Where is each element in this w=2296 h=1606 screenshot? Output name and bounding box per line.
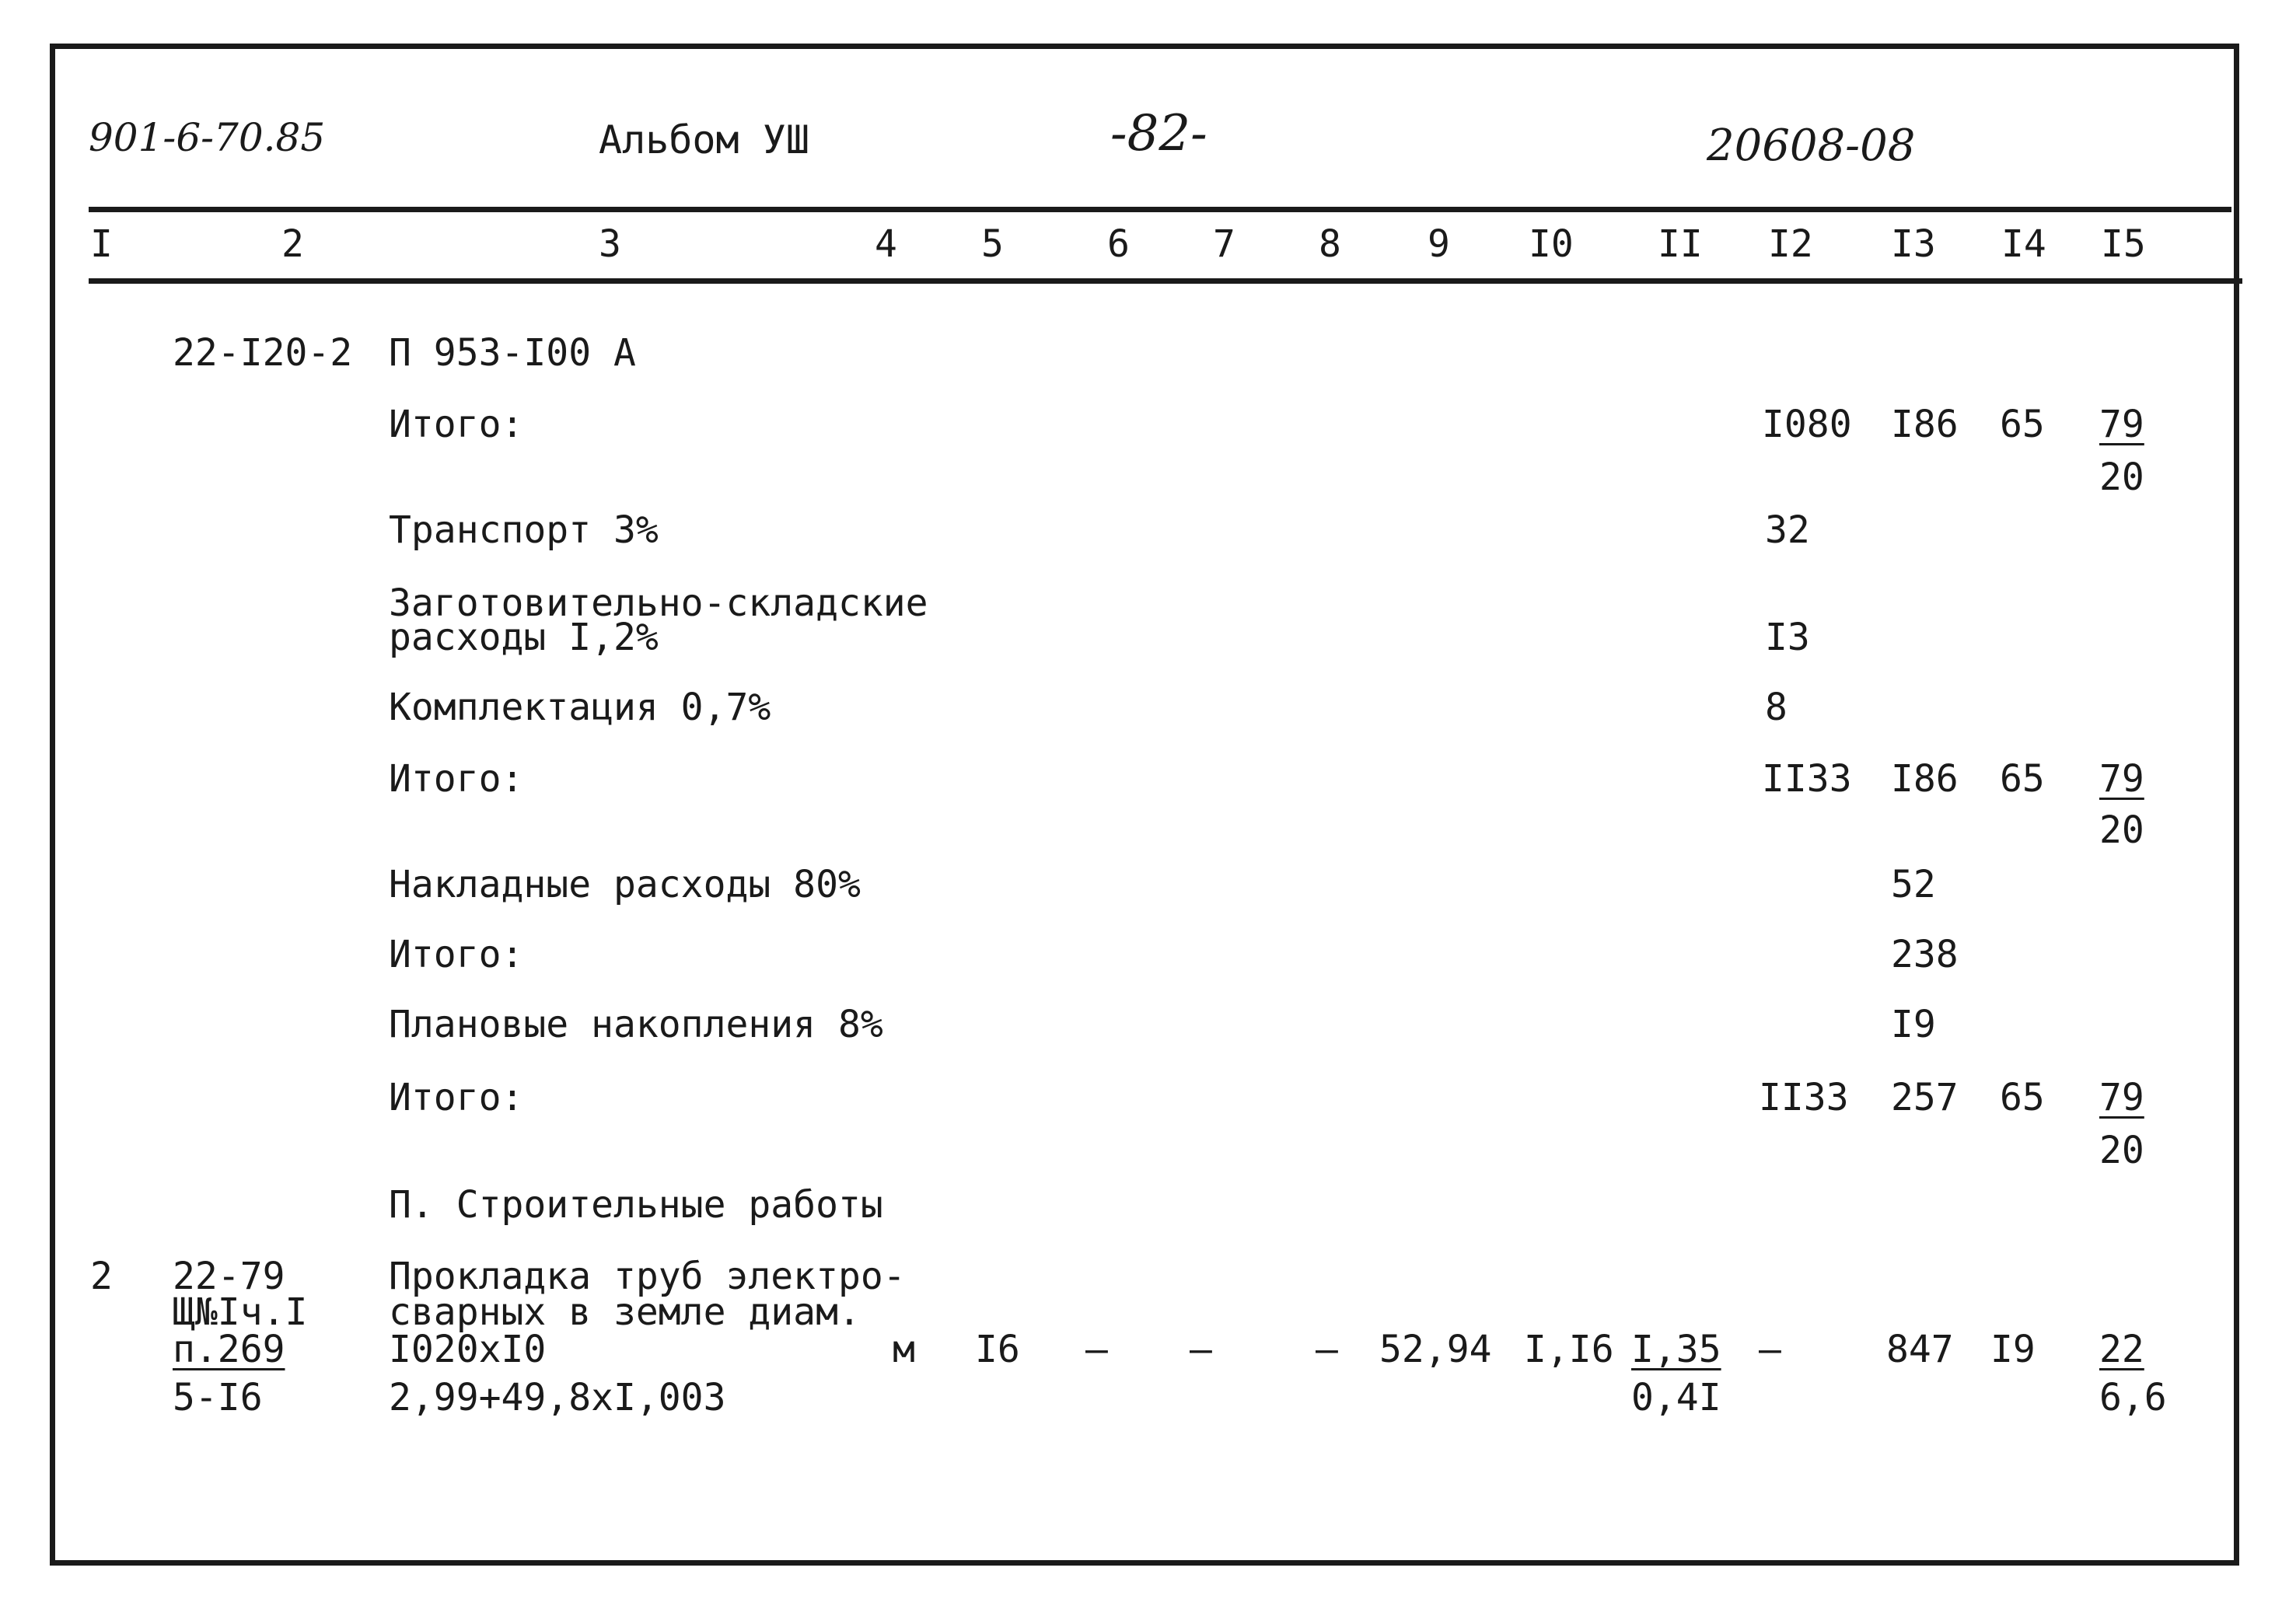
total-col15-top: 79 [2099,403,2144,446]
procurement-label-line2: расходы I,2% [389,616,659,659]
page-number: -82- [1110,105,1207,162]
total-col15-bottom: 20 [2099,456,2144,499]
total-label: Итого: [389,933,524,976]
row-col8: – [1316,1328,1338,1371]
column-header: 7 [1213,222,1235,266]
row-code: 22-I20-2 [173,331,353,375]
row-col11-bottom: 0,4I [1631,1376,1721,1419]
total-col12: II33 [1762,757,1852,801]
row-code-line4: 5-I6 [173,1376,263,1419]
document-number: 20608-08 [1707,120,1916,171]
overhead-col13: 52 [1891,863,1936,906]
header-rule-top [89,207,2231,212]
column-header: I2 [1768,222,1813,266]
planned-savings-label: Плановые накопления 8% [389,1003,883,1046]
column-header: 4 [875,222,897,266]
total-col12: II33 [1759,1076,1849,1119]
column-header: 6 [1107,222,1130,266]
column-header: 2 [281,222,304,266]
row-name-line4: 2,99+49,8xI,003 [389,1376,726,1419]
total-col14: 65 [2000,757,2045,801]
total-col14: 65 [2000,1076,2045,1119]
row-number: 2 [90,1255,113,1298]
album-label: Альбом УШ [599,117,809,162]
row-col12: – [1759,1328,1781,1371]
row-col15-bottom: 6,6 [2099,1376,2167,1419]
row-unit: м [893,1328,915,1371]
total-col13: 238 [1891,933,1959,976]
total-col15-bottom: 20 [2099,808,2144,852]
column-header: 9 [1428,222,1450,266]
procurement-col12: I3 [1765,616,1810,659]
total-col15-bottom: 20 [2099,1129,2144,1172]
total-col13: I86 [1891,403,1959,446]
column-header: 3 [599,222,621,266]
project-code: 901-6-70.85 [89,115,326,160]
row-code-line1: 22-79 [173,1255,285,1298]
column-header: I0 [1529,222,1574,266]
transport-label: Транспорт 3% [389,508,659,552]
total-col15-top: 79 [2099,757,2144,801]
total-label: Итого: [389,757,524,801]
row-name-line2: сварных в земле диам. [389,1290,861,1334]
total-col14: 65 [2000,403,2045,446]
column-header: I [90,222,113,266]
total-col12: I080 [1762,403,1852,446]
procurement-label-line1: Заготовительно-складские [389,581,928,625]
column-header: 5 [981,222,1004,266]
row-name-line3: I020xI0 [389,1328,547,1371]
row-name-line1: Прокладка труб электро- [389,1255,906,1298]
total-label: Итого: [389,403,524,446]
column-header: I3 [1891,222,1936,266]
total-col13: I86 [1891,757,1959,801]
overhead-label: Накладные расходы 80% [389,863,861,906]
row-code-line2: Щ№Iч.I [173,1290,308,1334]
total-col15-top: 79 [2099,1076,2144,1119]
column-header: I5 [2101,222,2146,266]
row-name: П 953-I00 А [389,331,636,375]
header-rule-bottom [89,278,2242,284]
planned-savings-col13: I9 [1891,1003,1936,1046]
row-code-line3: п.269 [173,1328,285,1371]
section-title: П. Строительные работы [389,1183,883,1227]
column-header: II [1658,222,1703,266]
row-col13: 847 [1886,1328,1954,1371]
row-col5: I6 [975,1328,1020,1371]
row-col11-top: I,35 [1631,1328,1721,1371]
row-col9: 52,94 [1379,1328,1492,1371]
total-label: Итого: [389,1076,524,1119]
transport-col12: 32 [1765,508,1810,552]
row-col14: I9 [1990,1328,2036,1371]
row-col15-top: 22 [2099,1328,2144,1371]
column-header: I4 [2001,222,2046,266]
row-col7: – [1190,1328,1212,1371]
total-col13: 257 [1891,1076,1959,1119]
completion-col12: 8 [1765,686,1788,729]
column-header: 8 [1319,222,1341,266]
row-col6: – [1085,1328,1108,1371]
row-col10: I,I6 [1524,1328,1614,1371]
completion-label: Комплектация 0,7% [389,686,771,729]
